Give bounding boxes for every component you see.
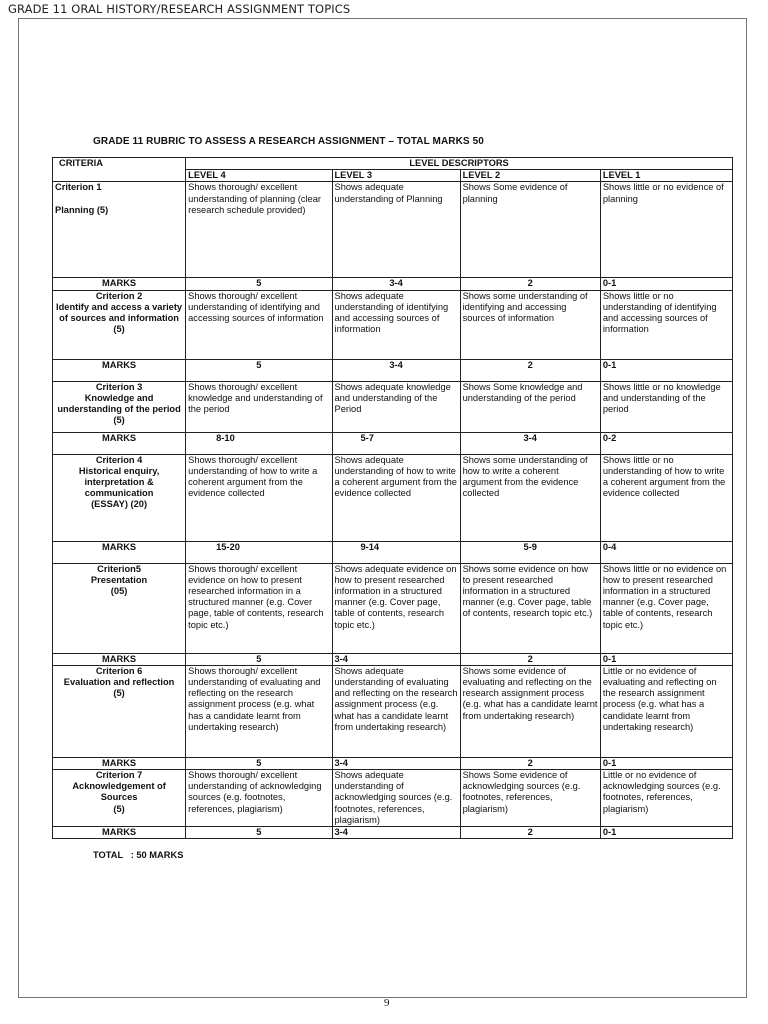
criterion-6-marks-level-4: 5 xyxy=(186,757,332,769)
criterion-1-marks-level-3: 3-4 xyxy=(332,278,460,290)
criterion-2-marks-level-2: 2 xyxy=(460,359,600,381)
marks-label: MARKS xyxy=(53,278,186,290)
criterion-3-marks-level-1: 0-2 xyxy=(600,432,732,454)
criterion-1-level-3: Shows adequate understanding of Planning xyxy=(332,182,460,278)
criterion-7-marks-level-1: 0-1 xyxy=(600,827,732,839)
criterion-4-marks-level-1: 0-4 xyxy=(600,541,732,563)
criterion-1-marks-level-4: 5 xyxy=(186,278,332,290)
criterion-6-level-4: Shows thorough/ excellent understanding of evaluating and reflecting on the research assignment process (e.g. what has a candidate learnt from undertaking research) xyxy=(186,665,332,757)
total-marks: TOTAL : 50 MARKS xyxy=(93,850,184,860)
criterion-6-marks-level-2: 2 xyxy=(460,757,600,769)
criterion-7-name: Criterion 7 Acknowledgement of Sources (5) xyxy=(53,770,186,827)
criterion-5-level-4: Shows thorough/ excellent evidence on how to present researched information in a structured manner (e.g. Cover page, table of contents, research topic etc.) xyxy=(186,563,332,653)
criterion-6-row xyxy=(53,665,733,757)
criterion-4-marks-level-2: 5-9 xyxy=(460,541,600,563)
criterion-2-marks-row xyxy=(53,359,733,381)
criterion-5-row xyxy=(53,563,733,653)
criterion-5-level-1: Shows little or no evidence on how to present researched information in a structured manner (e.g. Cover page, table of contents, research topic etc.) xyxy=(600,563,732,653)
criterion-3-level-4: Shows thorough/ excellent knowledge and understanding of the period xyxy=(186,381,332,432)
criterion-7-marks-level-2: 2 xyxy=(460,827,600,839)
criterion-2-marks-level-1: 0-1 xyxy=(600,359,732,381)
criterion-3-row xyxy=(53,381,733,432)
criterion-2-marks-level-3: 3-4 xyxy=(332,359,460,381)
criterion-7-marks-level-4: 5 xyxy=(186,827,332,839)
criterion-7-marks-row xyxy=(53,827,733,839)
criterion-5-name: Criterion5 Presentation (05) xyxy=(53,563,186,653)
criterion-6-marks-row xyxy=(53,757,733,769)
marks-label: MARKS xyxy=(53,541,186,563)
level-3-header: LEVEL 3 xyxy=(332,170,460,182)
level-4-header: LEVEL 4 xyxy=(186,170,332,182)
criterion-2-level-2: Shows some understanding of identifying and accessing sources of information xyxy=(460,290,600,359)
criterion-3-marks-row xyxy=(53,432,733,454)
marks-label: MARKS xyxy=(53,827,186,839)
criterion-1-row xyxy=(53,182,733,278)
criterion-1-level-2: Shows Some evidence of planning xyxy=(460,182,600,278)
criterion-6-marks-level-3: 3-4 xyxy=(332,757,460,769)
rubric-table xyxy=(52,157,733,839)
level-descriptors-header: LEVEL DESCRIPTORS xyxy=(186,158,733,170)
criterion-7-level-4: Shows thorough/ excellent understanding of acknowledging sources (e.g. footnotes, references, plagiarism) xyxy=(186,770,332,827)
criterion-2-marks-level-4: 5 xyxy=(186,359,332,381)
level-2-header: LEVEL 2 xyxy=(460,170,600,182)
marks-label: MARKS xyxy=(53,757,186,769)
criterion-4-name: Criterion 4 Historical enquiry, interpretation & communication (ESSAY) (20) xyxy=(53,454,186,541)
criterion-5-level-2: Shows some evidence on how to present researched information in a structured manner (e.g. Cover page, table of contents, research topic etc.) xyxy=(460,563,600,653)
criterion-3-marks-level-3: 5-7 xyxy=(332,432,460,454)
criterion-5-level-3: Shows adequate evidence on how to present researched information in a structured manner (e.g. Cover page, table of contents, research topic etc.) xyxy=(332,563,460,653)
rubric-title: GRADE 11 RUBRIC TO ASSESS A RESEARCH ASSIGNMENT – TOTAL MARKS 50 xyxy=(93,136,484,147)
marks-label: MARKS xyxy=(53,653,186,665)
criterion-6-level-3: Shows adequate understanding of evaluating and reflecting on the research assignment process (e.g. what has a candidate learnt from undertaking research) xyxy=(332,665,460,757)
criterion-1-marks-level-1: 0-1 xyxy=(600,278,732,290)
criterion-5-marks-level-3: 3-4 xyxy=(332,653,460,665)
criterion-6-level-1: Little or no evidence of evaluating and reflecting on the research assignment process (e.g. what has a candidate learnt from undertaking research) xyxy=(600,665,732,757)
criterion-6-marks-level-1: 0-1 xyxy=(600,757,732,769)
criterion-1-level-1: Shows little or no evidence of planning xyxy=(600,182,732,278)
marks-label: MARKS xyxy=(53,359,186,381)
criterion-1-marks-level-2: 2 xyxy=(460,278,600,290)
criterion-4-marks-level-3: 9-14 xyxy=(332,541,460,563)
criterion-3-name: Criterion 3 Knowledge and understanding of the period (5) xyxy=(53,381,186,432)
criterion-3-marks-level-4: 8-10 xyxy=(186,432,332,454)
criterion-4-level-2: Shows some understanding of how to write a coherent argument from the evidence collected xyxy=(460,454,600,541)
criterion-6-level-2: Shows some evidence of evaluating and reflecting on the research assignment process (e.g. what has a candidate learnt from undertaking research) xyxy=(460,665,600,757)
criterion-1-marks-row xyxy=(53,278,733,290)
criterion-2-level-4: Shows thorough/ excellent understanding of identifying and accessing sources of information xyxy=(186,290,332,359)
criterion-5-marks-level-1: 0-1 xyxy=(600,653,732,665)
page-number: 9 xyxy=(384,997,390,1009)
criterion-4-marks-row xyxy=(53,541,733,563)
criterion-4-level-4: Shows thorough/ excellent understanding of how to write a coherent argument from the evidence collected xyxy=(186,454,332,541)
criterion-2-name: Criterion 2 Identify and access a variety of sources and information (5) xyxy=(53,290,186,359)
criterion-2-level-3: Shows adequate understanding of identifying and accessing sources of information xyxy=(332,290,460,359)
criterion-6-name: Criterion 6 Evaluation and reflection (5) xyxy=(53,665,186,757)
criterion-4-level-1: Shows little or no understanding of how to write a coherent argument from the evidence collected xyxy=(600,454,732,541)
criterion-3-level-2: Shows Some knowledge and understanding of the period xyxy=(460,381,600,432)
criterion-3-level-3: Shows adequate knowledge and understanding of the Period xyxy=(332,381,460,432)
criteria-header: CRITERIA xyxy=(53,158,186,182)
criterion-5-marks-level-4: 5 xyxy=(186,653,332,665)
page-header: GRADE 11 ORAL HISTORY/RESEARCH ASSIGNMENT TOPICS xyxy=(8,2,351,16)
criterion-1-name: Criterion 1 Planning (5) xyxy=(53,182,186,278)
criterion-2-level-1: Shows little or no understanding of identifying and accessing sources of information xyxy=(600,290,732,359)
header-row xyxy=(53,158,733,170)
criterion-7-marks-level-3: 3-4 xyxy=(332,827,460,839)
level-1-header: LEVEL 1 xyxy=(600,170,732,182)
criterion-5-marks-row xyxy=(53,653,733,665)
criterion-5-marks-level-2: 2 xyxy=(460,653,600,665)
criterion-7-row xyxy=(53,770,733,827)
marks-label: MARKS xyxy=(53,432,186,454)
criterion-3-marks-level-2: 3-4 xyxy=(460,432,600,454)
criterion-7-level-2: Shows Some evidence of acknowledging sources (e.g. footnotes, references, plagiarism) xyxy=(460,770,600,827)
criterion-3-level-1: Shows little or no knowledge and understanding of the period xyxy=(600,381,732,432)
criterion-4-level-3: Shows adequate understanding of how to write a coherent argument from the evidence collected xyxy=(332,454,460,541)
criterion-7-level-1: Little or no evidence of acknowledging sources (e.g. footnotes, references, plagiarism) xyxy=(600,770,732,827)
criterion-4-row xyxy=(53,454,733,541)
criterion-4-marks-level-4: 15-20 xyxy=(186,541,332,563)
criterion-7-level-3: Shows adequate understanding of acknowledging sources (e.g. footnotes, references, plagiarism) xyxy=(332,770,460,827)
criterion-2-row xyxy=(53,290,733,359)
criterion-1-level-4: Shows thorough/ excellent understanding of planning (clear research schedule provided) xyxy=(186,182,332,278)
